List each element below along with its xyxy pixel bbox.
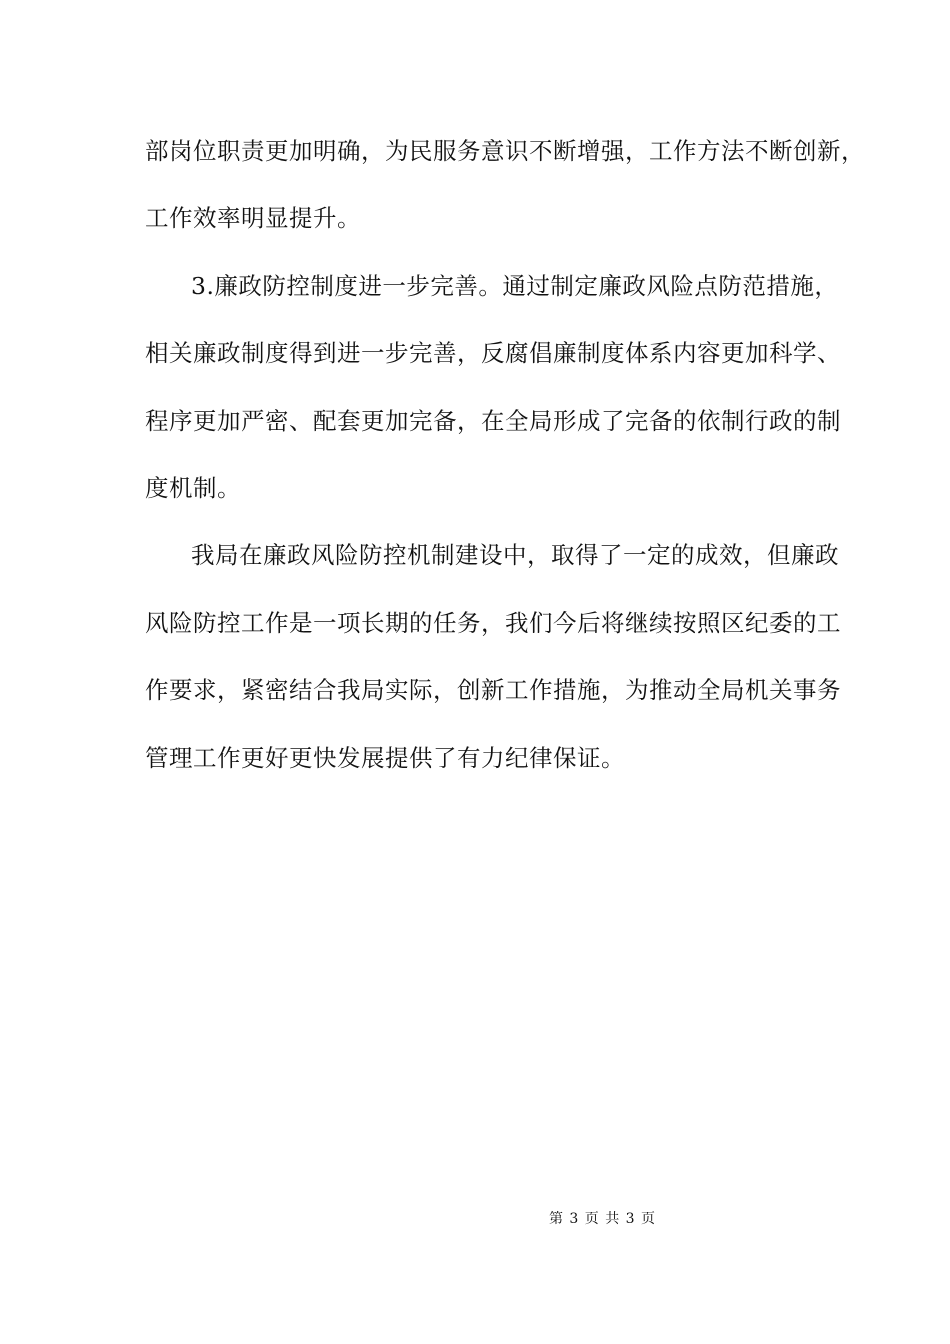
body-text — [145, 128, 865, 802]
text-line: 作要求，紧密结合我局实际，创新工作措施，为推动全局机关事务 — [145, 676, 841, 705]
page-number: 第 3 页 共 3 页 — [548, 1211, 657, 1227]
text-line: 我局在廉政风险防控机制建设中，取得了一定的成效，但廉政 — [191, 541, 839, 570]
text-line: 管理工作更好更快发展提供了有力纪律保证。 — [145, 743, 625, 772]
text-line: 程序更加严密、配套更加完备，在全局形成了完备的依制行政的制 — [145, 406, 841, 435]
text-line: 部岗位职责更加明确，为民服务意识不断增强，工作方法不断创新， — [145, 137, 865, 165]
text-line: 风险防控工作是一项长期的任务，我们今后将继续按照区纪委的工 — [145, 608, 841, 637]
text-line: 工作效率明显提升。 — [145, 204, 361, 233]
page-footer — [0, 1208, 950, 1228]
text-line: 度机制。 — [145, 473, 241, 502]
text-line: 相关廉政制度得到进一步完善，反腐倡廉制度体系内容更加科学、 — [145, 339, 841, 368]
text-line: 3.廉政防控制度进一步完善。通过制定廉政风险点防范措施， — [191, 271, 839, 300]
